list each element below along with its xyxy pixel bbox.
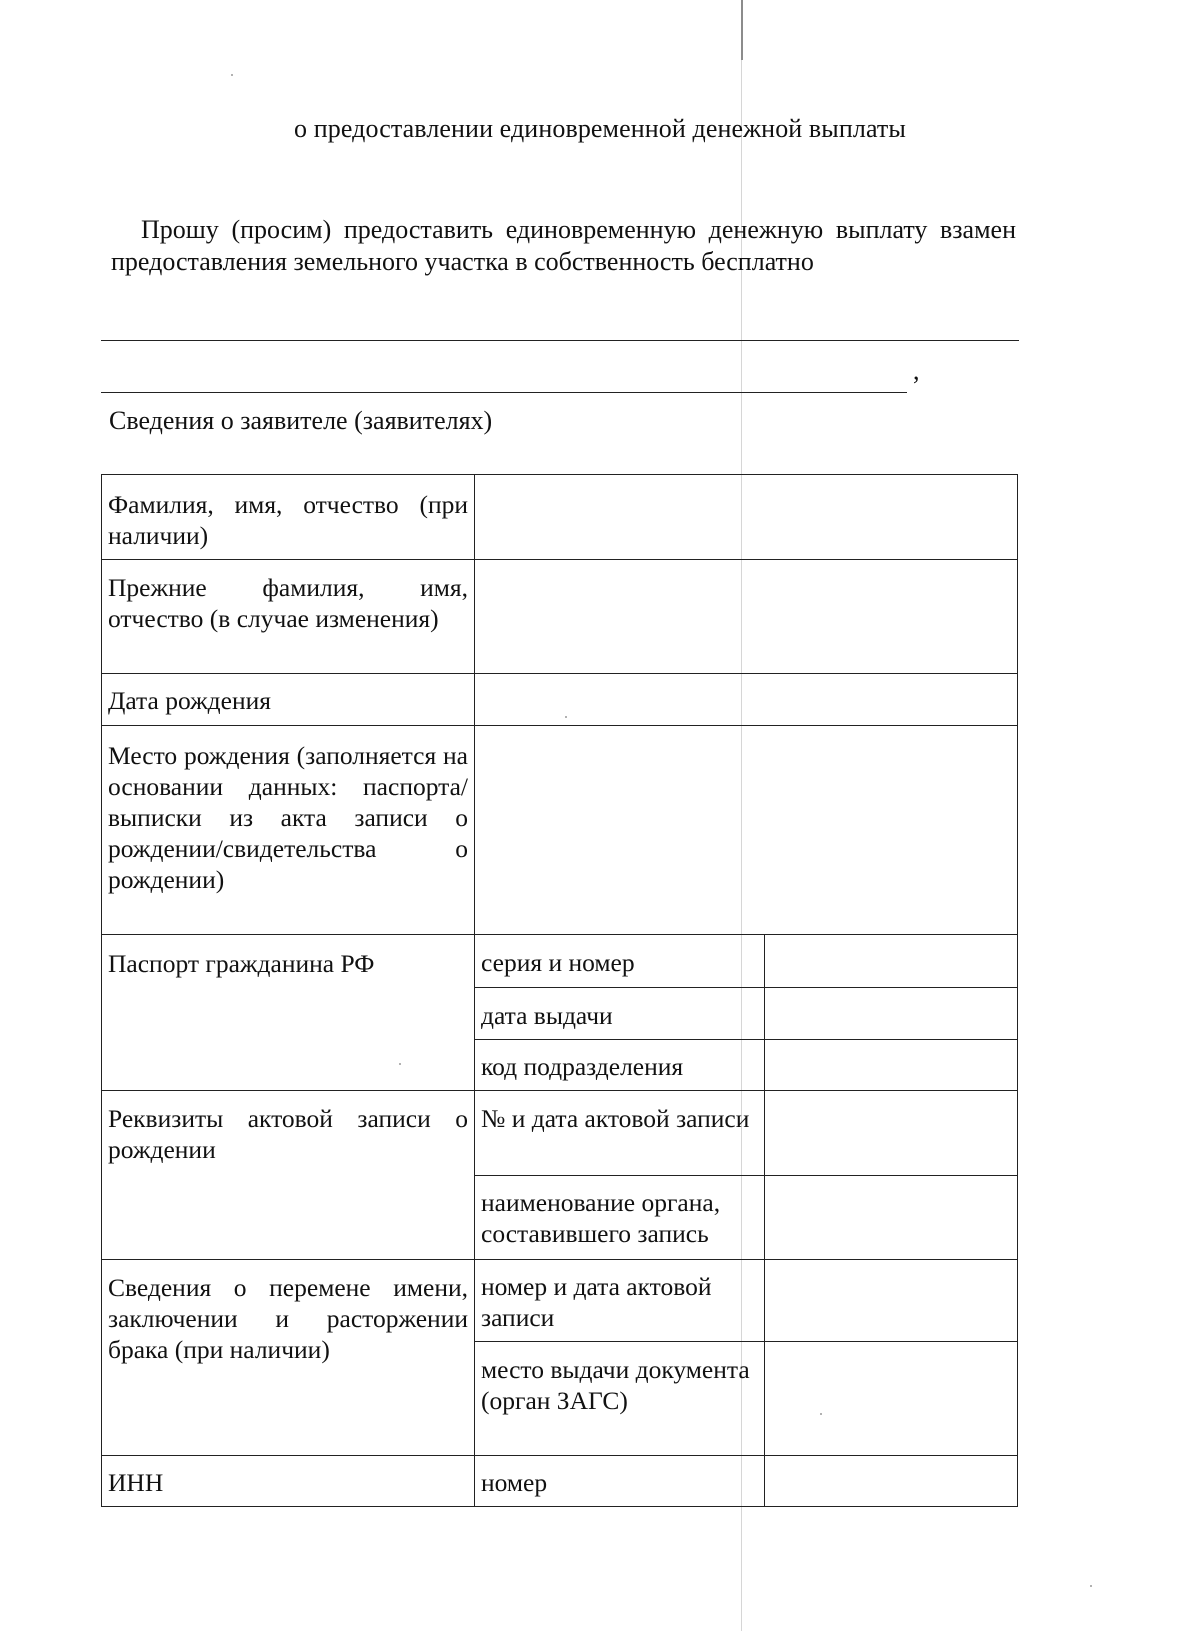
group-label-birth-record: Реквизиты актовой записи о рождении [102,1091,475,1260]
field-label-civil-record-number: номер и дата актовой записи [475,1260,765,1342]
field-label-passport-code: код подразделения [475,1040,765,1091]
table-row [102,1091,1018,1176]
group-label-passport: Паспорт гражданина РФ [102,935,475,1091]
applicant-info-table [101,474,1018,1507]
input-birth-place[interactable] [475,726,1018,935]
scan-artifact-line [741,0,743,60]
document-title: о предоставлении единовременной денежной выплаты [294,114,906,143]
field-label-birth-record-authority: наименование органа, составившего запись [475,1176,765,1260]
table-row [102,1456,1018,1507]
input-previous-name[interactable] [475,560,1018,674]
input-civil-record-place[interactable] [765,1342,1018,1456]
group-label-name-change: Сведения о перемене имени, заключении и расторжении брака (при наличии) [102,1260,475,1456]
row-label-birth-place: Место рождения (заполняется на основании данных: паспорта/выписки из акта записи о рождении/свидетельства о рождении) [102,726,475,935]
table-row [102,726,1018,935]
scan-speck [1090,1585,1092,1587]
table-row [102,935,1018,988]
input-full-name[interactable] [475,475,1018,560]
blank-line-1[interactable] [101,340,1019,341]
input-birth-date[interactable] [475,674,1018,726]
scan-speck [231,74,233,76]
field-label-passport-series: серия и номер [475,935,765,988]
table-row [102,475,1018,560]
blank-line-2[interactable] [101,392,907,393]
table-row [102,674,1018,726]
input-passport-series[interactable] [765,935,1018,988]
field-label-inn-number: номер [475,1456,765,1507]
request-paragraph: Прошу (просим) предоставить единовременную денежную выплату взамен предоставления земельного участка в собственность бесплатно [111,215,1016,276]
input-birth-record-authority[interactable] [765,1176,1018,1260]
input-passport-date[interactable] [765,988,1018,1040]
table-row [102,1260,1018,1342]
field-label-passport-date: дата выдачи [475,988,765,1040]
input-civil-record-number[interactable] [765,1260,1018,1342]
table-row [102,560,1018,674]
input-birth-record-number[interactable] [765,1091,1018,1176]
row-label-previous-name: Прежние фамилия, имя, отчество (в случае изменения) [102,560,475,674]
input-inn-number[interactable] [765,1456,1018,1507]
row-label-birth-date: Дата рождения [102,674,475,726]
section-heading: Сведения о заявителе (заявителях) [109,406,493,435]
field-label-birth-record-number: № и дата актовой записи [475,1091,765,1176]
input-passport-code[interactable] [765,1040,1018,1091]
group-label-inn: ИНН [102,1456,475,1507]
field-label-civil-record-place: место выдачи документа (орган ЗАГС) [475,1342,765,1456]
row-label-full-name: Фамилия, имя, отчество (при наличии) [102,475,475,560]
blank-line-comma: , [913,356,920,385]
